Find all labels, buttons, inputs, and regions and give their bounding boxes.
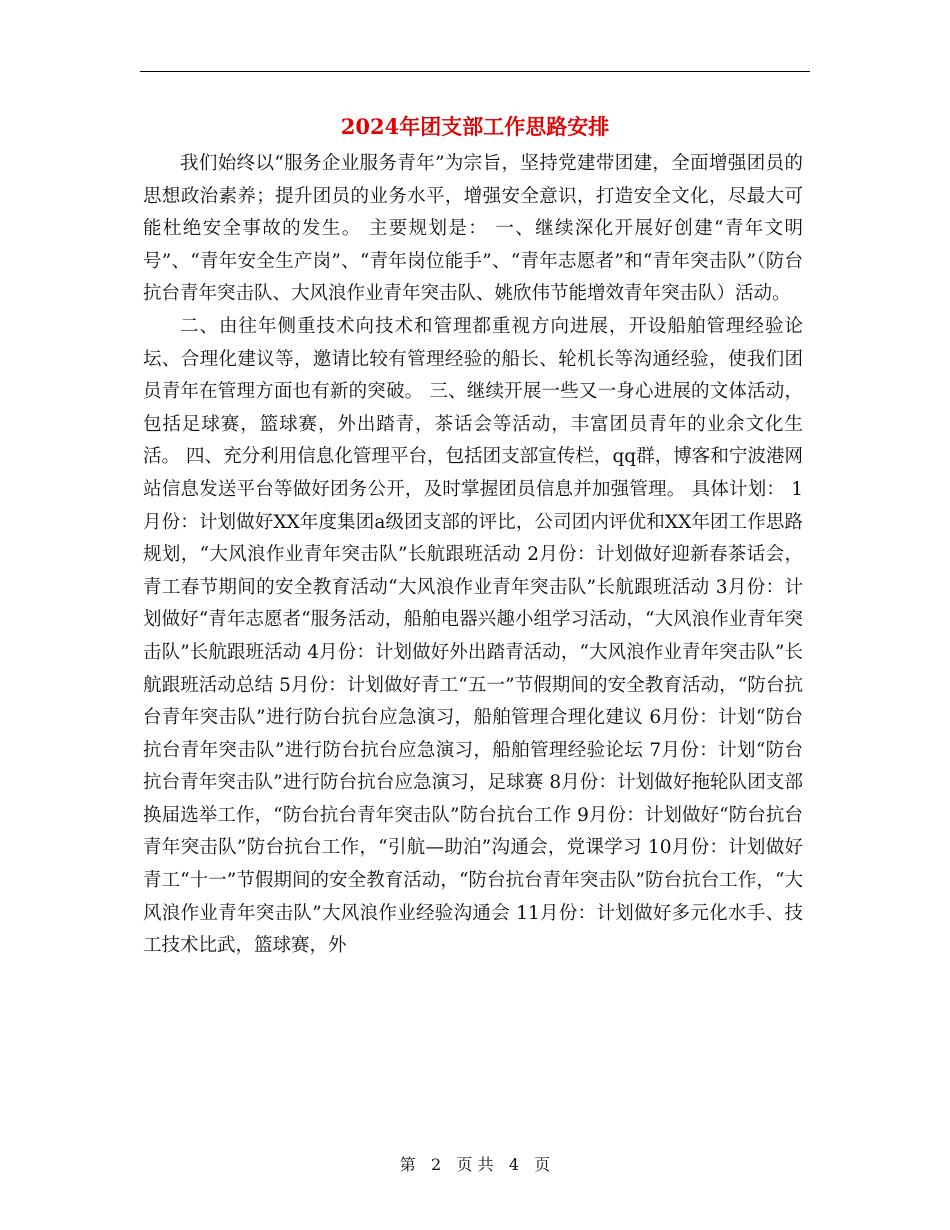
- footer-prefix: 第: [399, 1155, 416, 1174]
- footer-suffix: 页: [534, 1155, 551, 1174]
- paragraph-plan: 二、由往年侧重技术向技术和管理都重视方向进展，开设船舶管理经验论坛、合理化建议等，邀请比较有管理经验的船长、轮机长等沟通经验，使我们团员青年在管理方面也有新的突破。 三、继续开展一些又一身心进展的文体活动，包括足球赛，篮球赛，外出踏青，茶话会等活动，丰富团员青年的业余文化生活。 四、充分利用信息化管理平台，包括团支部宣传栏，qq群，博客和宁波港网站信息发送平台等做好团务公开，及时掌握团员信息并加强管理。 具体计划： 1月份：计划做好XX年度集团a级团支部的评比，公司团内评优和XX年团工作思路规划，“大风浪作业青年突击队”长航跟班活动 2月份：计划做好迎新春茶话会，青工春节期间的安全教育活动“大风浪作业青年突击队”长航跟班活动 3月份：计划做好“青年志愿者“服务活动，船舶电器兴趣小组学习活动，“大风浪作业青年突击队”长航跟班活动 4月份：计划做好外出踏青活动，“大风浪作业青年突击队”长航跟班活动总结 5月份：计划做好青工“五一”节假期间的安全教育活动，“防台抗台青年突击队”进行防台抗台应急演习，船舶管理合理化建议 6月份：计划“防台抗台青年突击队”进行防台抗台应急演习，船舶管理经验论坛 7月份：计划“防台抗台青年突击队”进行防台抗台应急演习，足球赛 8月份：计划做好拖轮队团支部换届选举工作，“防台抗台青年突击队”防台抗台工作 9月份：计划做好“防台抗台青年突击队”防台抗台工作，“引航—助泊”沟通会，党课学习 10月份：计划做好青工“十一”节假期间的安全教育活动，“防台抗台青年突击队”防台抗台工作，“大风浪作业青年突击队”大风浪作业经验沟通会 11月份：计划做好多元化水手、技工技术比武，篮球赛，外: [143, 315, 803, 957]
- footer-page-number: 2: [430, 1155, 442, 1174]
- footer-middle: 页 共: [456, 1155, 494, 1174]
- document-body: [143, 148, 803, 963]
- footer-total-pages: 4: [508, 1155, 520, 1174]
- document-title: 2024年团支部工作思路安排: [340, 114, 610, 139]
- header-rule: [140, 71, 810, 72]
- paragraph-intro: 我们始终以“服务企业服务青年”为宗旨，坚持党建带团建，全面增强团员的思想政治素养；提升团员的业务水平，增强安全意识，打造安全文化，尽最大可能杜绝安全事故的发生。 主要规划是： 一、继续深化开展好创建“青年文明号”、“青年安全生产岗”、“青年岗位能手”、“青年志愿者”和“青年突击队”（防台抗台青年突击队、大风浪作业青年突击队、姚欣伟节能增效青年突击队）活动。: [143, 153, 803, 305]
- page-footer: [140, 1154, 810, 1176]
